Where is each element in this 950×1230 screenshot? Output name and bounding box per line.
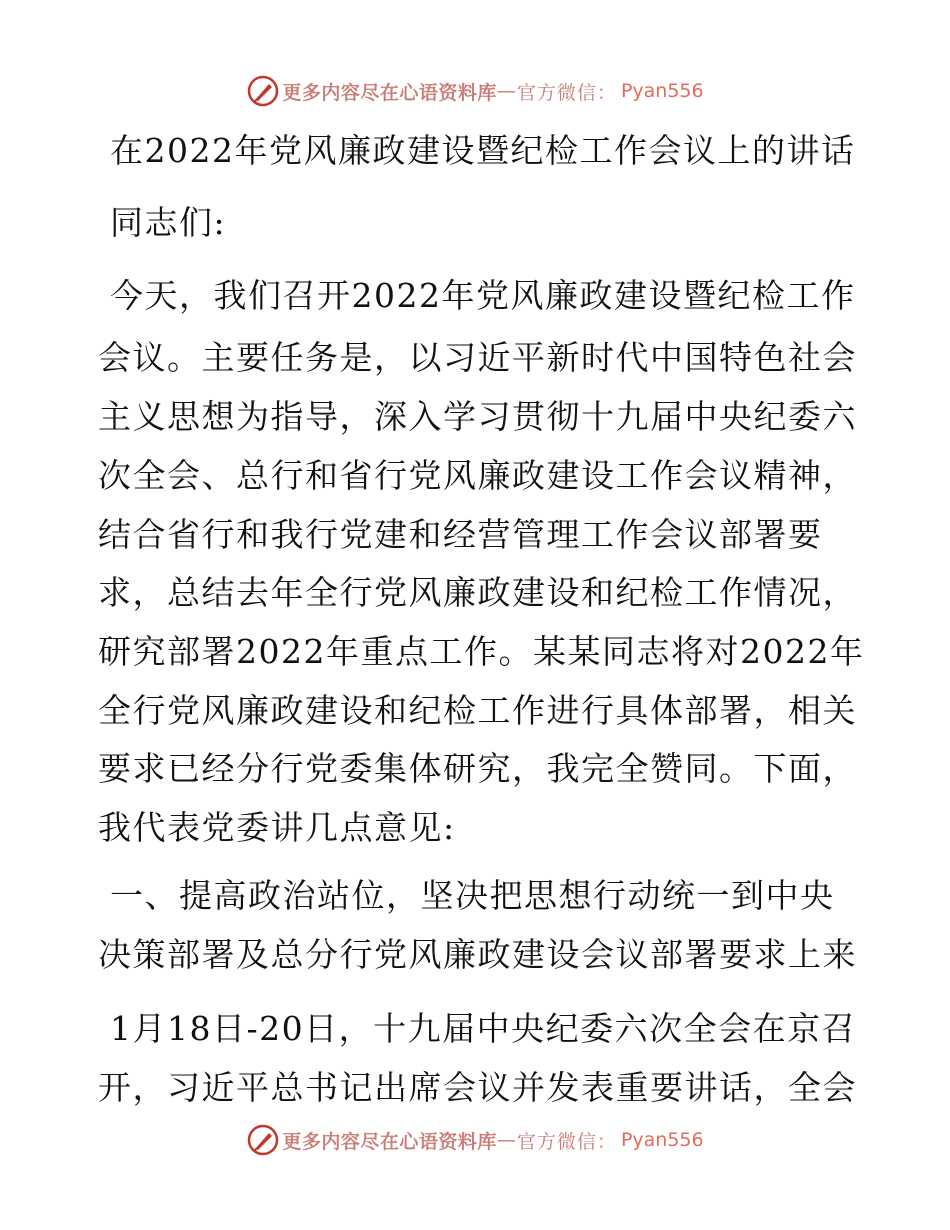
- watermark-official-label: 官方微信：: [516, 1130, 617, 1153]
- watermark-banner-top: [0, 73, 950, 109]
- paragraph-line: 结合省行和我行党建和经营管理工作会议部署要: [98, 515, 823, 554]
- watermark-dash: —: [496, 80, 517, 102]
- watermark-site-text: 更多内容尽在心语资料库: [282, 81, 497, 104]
- paragraph-line: 今天，我们召开2022年党风廉政建设暨纪检工作: [110, 276, 856, 315]
- watermark-site-text: 更多内容尽在心语资料库: [282, 1130, 497, 1153]
- paragraph-line: 次全会、总行和省行党风廉政建设工作会议精神，: [98, 456, 857, 495]
- watermark-banner-bottom: [0, 1122, 950, 1158]
- document-title: 在2022年党风廉政建设暨纪检工作会议上的讲话: [110, 131, 856, 170]
- heading-line: 决策部署及总分行党风廉政建设会议部署要求上来: [98, 935, 857, 974]
- paragraph-line: 我代表党委讲几点意见:: [98, 808, 456, 847]
- quill-logo-icon: [246, 1123, 280, 1157]
- watermark-wechat-id: Pyan556: [620, 1129, 704, 1151]
- watermark-official-label: 官方微信：: [516, 81, 617, 104]
- paragraph-line: 研究部署2022年重点工作。某某同志将对2022年: [98, 632, 865, 671]
- paragraph-line: 全行党风廉政建设和纪检工作进行具体部署，相关: [98, 691, 857, 730]
- paragraph-line: 求，总结去年全行党风廉政建设和纪检工作情况，: [98, 573, 857, 612]
- paragraph-line: 开，习近平总书记出席会议并发表重要讲话，全会: [98, 1068, 857, 1107]
- heading-line: 一、提高政治站位，坚决把思想行动统一到中央: [110, 876, 835, 915]
- paragraph-line: 主义思想为指导，深入学习贯彻十九届中央纪委六: [98, 397, 857, 436]
- paragraph-line: 要求已经分行党委集体研究，我完全赞同。下面，: [98, 749, 857, 788]
- salutation: 同志们:: [110, 203, 227, 242]
- watermark-wechat-id: Pyan556: [620, 80, 704, 102]
- paragraph-line: 1月18日-20日，十九届中央纪委六次全会在京召: [110, 1009, 857, 1048]
- paragraph-line: 会议。主要任务是，以习近平新时代中国特色社会: [98, 338, 857, 377]
- quill-logo-icon: [246, 74, 280, 108]
- watermark-dash: —: [496, 1129, 517, 1151]
